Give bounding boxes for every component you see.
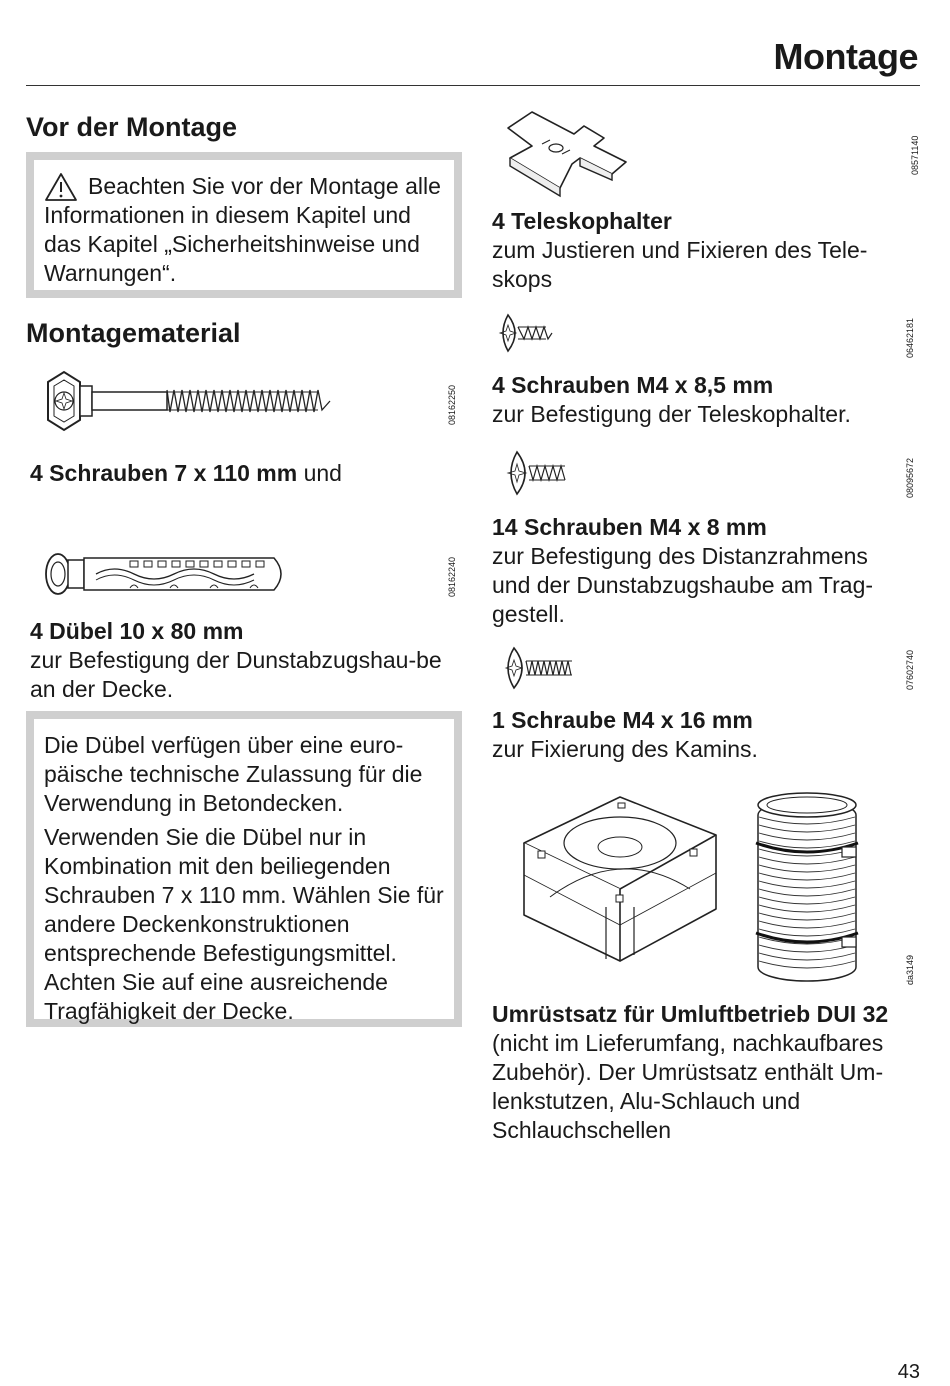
conversion-kit-title: Umrüstsatz für Umluftbetrieb DUI 32 [492,1001,889,1027]
code-screw-m4-8: 08095672 [905,457,915,498]
screw-m4-8-5-illustration [496,313,556,353]
header-rule [26,85,920,86]
screw-m4-8-5-title: 4 Schrauben M4 x 8,5 mm [492,372,774,398]
conversion-kit-caption [492,1000,917,1145]
screw-m4-8-desc: zur Befestigung des Distanzrahmens und der Dunstabzugshaube am Trag-gestell. [492,543,874,627]
telescope-holder-desc: zum Justieren und Fixieren des Tele-skops [492,237,868,292]
code-telescope-holder: 08571140 [910,135,920,175]
long-screw-illustration [40,370,350,440]
dowel-title: 4 Dübel 10 x 80 mm [30,618,244,644]
screw-caption [30,459,342,488]
screw-title: 4 Schrauben 7 x 110 mm [30,460,298,486]
screw-m4-16-caption [492,706,902,764]
page-number: 43 [897,1361,920,1383]
info-paragraph-2: Verwenden Sie die Dübel nur in Kombination mit den beiliegenden Schrauben 7 x 110 mm. Wählen Sie für andere Deckenkonstruktionen entsprechende Befestigungsmittel. Achten Sie auf eine ausreichende Tragfähigkeit der Decke. [44,824,444,1024]
dowel-illustration [44,550,294,600]
dowel-caption [30,617,450,704]
screw-m4-16-illustration [500,646,580,690]
telescope-holder-title: 4 Teleskophalter [492,208,672,234]
screw-m4-8-title: 14 Schrauben M4 x 8 mm [492,514,767,540]
heading-vor-der-montage: Vor der Montage [26,112,238,142]
heading-montagematerial: Montagematerial [26,318,241,348]
telescope-holder-illustration [502,108,632,198]
screw-m4-8-5-desc: zur Befestigung der Teleskophalter. [492,401,851,427]
screw-title-suffix: und [297,460,342,486]
code-conversion-kit: da3149 [905,954,915,985]
warning-text: Beachten Sie vor der Montage alle Informationen in diesem Kapitel und das Kapitel „Sicherheitshinweise und Warnungen“. [44,173,441,286]
code-screw-m4-8-5: 06462181 [905,317,915,358]
code-screw-m4-16: 07602740 [905,649,915,690]
warning-triangle-icon [44,172,78,202]
page-title: Montage [773,36,918,77]
code-screw: 08162250 [447,384,457,425]
info-paragraph-1: Die Dübel verfügen über eine euro-päische technische Zulassung für die Verwendung in Betondecken. [44,732,423,816]
warning-box [26,152,462,298]
screw-m4-8-5-caption [492,371,902,429]
screw-m4-8-caption [492,513,902,629]
info-box [26,711,462,1027]
conversion-kit-illustration [520,785,870,995]
screw-m4-8-illustration [503,450,573,496]
conversion-kit-desc: (nicht im Lieferumfang, nachkaufbares Zubehör). Der Umrüstsatz enthält Um-lenkstutzen, Alu-Schlauch und Schlauchschellen [492,1030,884,1143]
dowel-desc: zur Befestigung der Dunstabzugshau-be an der Decke. [30,647,442,702]
screw-m4-16-desc: zur Fixierung des Kamins. [492,736,758,762]
code-dowel: 08162240 [447,556,457,597]
telescope-holder-caption [492,207,902,294]
screw-m4-16-title: 1 Schraube M4 x 16 mm [492,707,753,733]
